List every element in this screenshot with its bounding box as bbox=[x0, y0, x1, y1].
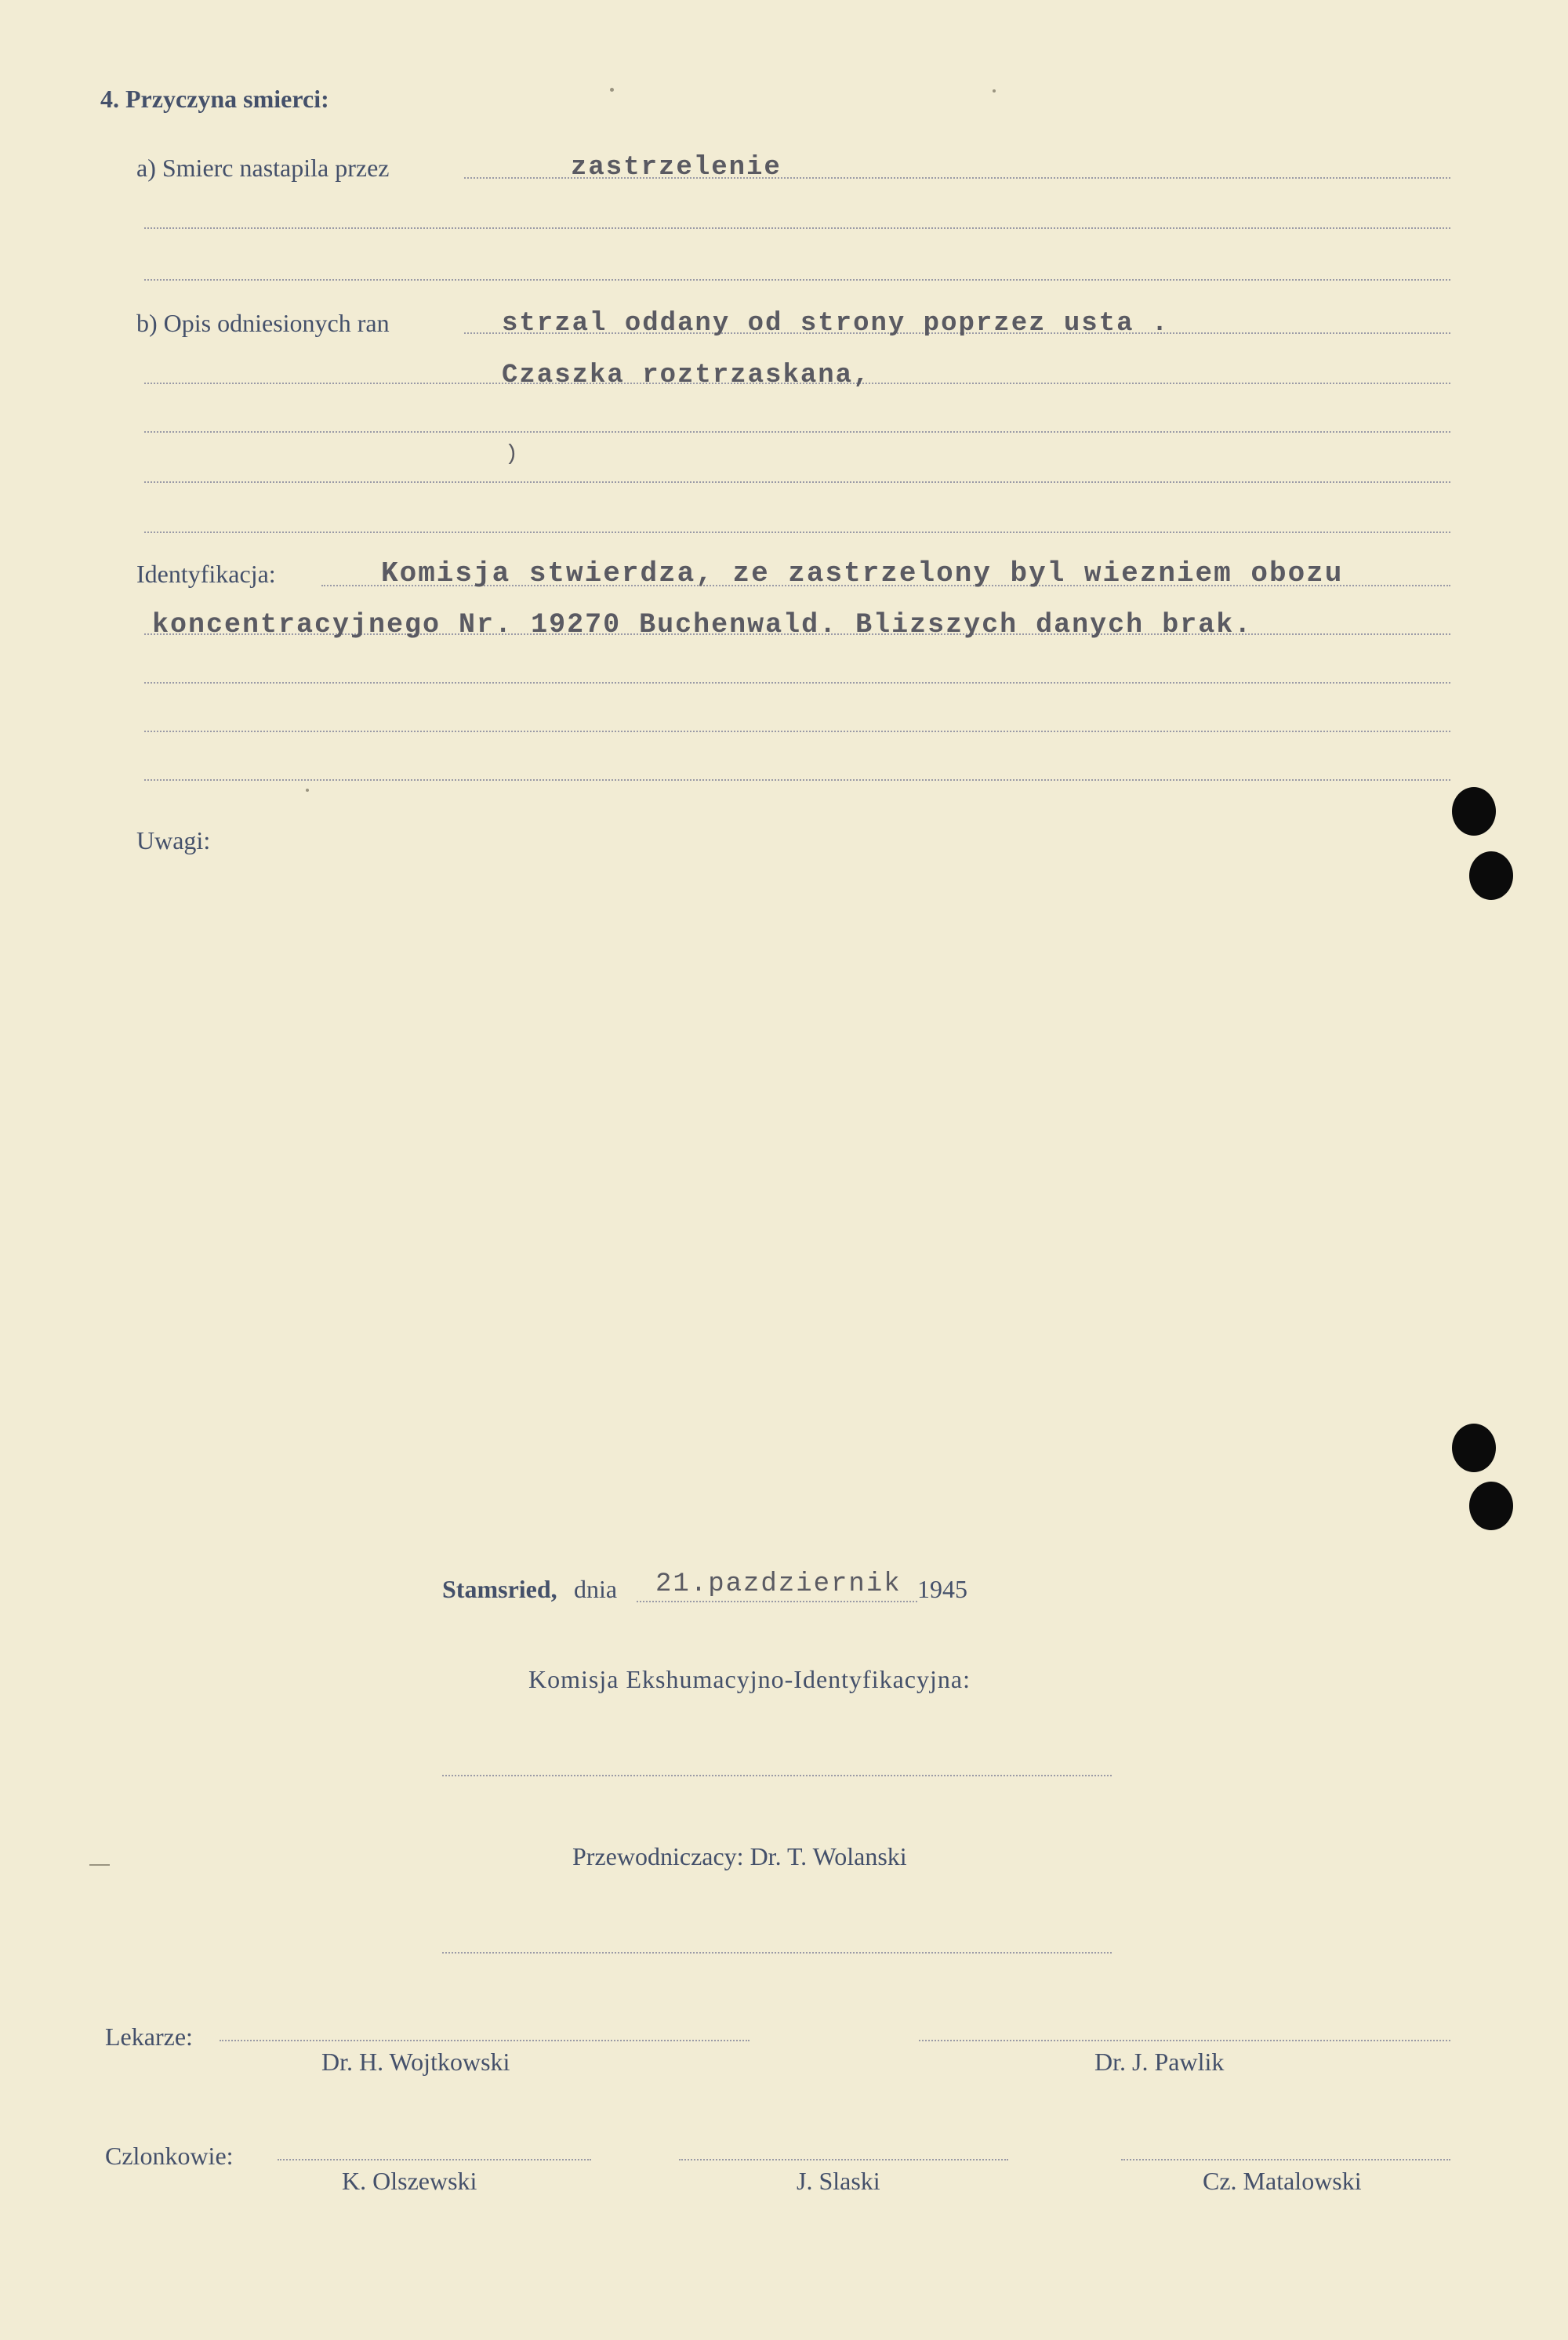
chairman: Przewodniczacy: Dr. T. Wolanski bbox=[572, 1842, 907, 1870]
signature-line bbox=[679, 2159, 1008, 2160]
fill-line bbox=[144, 682, 1450, 684]
signature-line bbox=[919, 2040, 1450, 2041]
paper-speck bbox=[993, 89, 996, 93]
place-name: Stamsried, bbox=[442, 1575, 557, 1603]
section-heading: 4. Przyczyna smierci: bbox=[100, 85, 329, 113]
fill-line bbox=[637, 1601, 917, 1602]
fill-line bbox=[144, 227, 1450, 229]
fill-line bbox=[144, 531, 1450, 533]
doctor-name: Dr. H. Wojtkowski bbox=[321, 2048, 510, 2076]
members-label: Czlonkowie: bbox=[105, 2142, 234, 2170]
fill-line bbox=[144, 481, 1450, 483]
member-name: K. Olszewski bbox=[342, 2167, 477, 2195]
signature-line bbox=[442, 1952, 1112, 1954]
stray-mark: ) bbox=[505, 442, 520, 466]
year: 1945 bbox=[917, 1575, 967, 1603]
doctors-label: Lekarze: bbox=[105, 2023, 193, 2051]
punch-hole bbox=[1469, 851, 1513, 900]
paper-speck bbox=[306, 789, 309, 792]
signature-line bbox=[220, 2040, 750, 2041]
signature-line bbox=[442, 1775, 1112, 1776]
typed-value-cause: zastrzelenie bbox=[571, 153, 782, 183]
paper-speck bbox=[89, 1864, 110, 1866]
field-label-remarks: Uwagi: bbox=[136, 826, 211, 854]
fill-line bbox=[144, 779, 1450, 781]
typed-value-wounds-line2: Czaszka roztrzaskana, bbox=[502, 361, 871, 390]
commission-title: Komisja Ekshumacyjno-Identyfikacyjna: bbox=[528, 1665, 971, 1693]
field-label-cause: a) Smierc nastapila przez bbox=[136, 154, 390, 182]
fill-line bbox=[144, 731, 1450, 732]
date-prefix: dnia bbox=[574, 1575, 618, 1603]
field-label-wounds: b) Opis odniesionych ran bbox=[136, 309, 390, 337]
punch-hole bbox=[1452, 787, 1496, 836]
member-name: Cz. Matalowski bbox=[1203, 2167, 1362, 2195]
field-label-identification: Identyfikacja: bbox=[136, 560, 276, 588]
fill-line bbox=[144, 431, 1450, 433]
paper-speck bbox=[610, 88, 614, 92]
fill-line bbox=[144, 279, 1450, 281]
typed-date: 21.pazdziernik bbox=[655, 1569, 902, 1599]
punch-hole bbox=[1452, 1424, 1496, 1472]
punch-hole bbox=[1469, 1482, 1513, 1530]
typed-value-wounds-line1: strzal oddany od strony poprzez usta . bbox=[502, 309, 1170, 339]
typed-value-identification-line1: Komisja stwierdza, ze zastrzelony byl wiezniem obozu bbox=[381, 557, 1344, 590]
doctor-name: Dr. J. Pawlik bbox=[1094, 2048, 1225, 2076]
member-name: J. Slaski bbox=[797, 2167, 880, 2195]
signature-line bbox=[1121, 2159, 1450, 2160]
typed-value-identification-line2: koncentracyjnego Nr. 19270 Buchenwald. Blizszych danych brak. bbox=[152, 609, 1253, 640]
signature-line bbox=[278, 2159, 591, 2160]
